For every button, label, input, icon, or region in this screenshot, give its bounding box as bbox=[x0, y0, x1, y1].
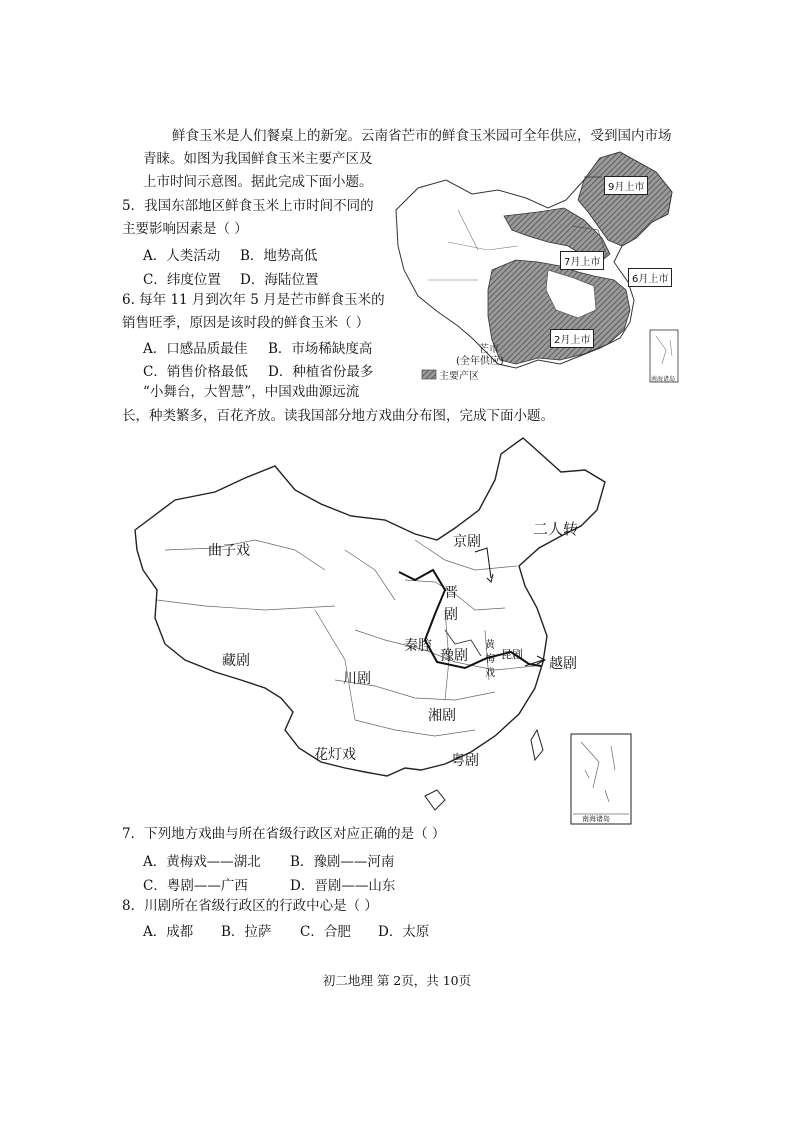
opera-kunju: 昆剧 bbox=[501, 648, 523, 661]
opera-zangju: 藏剧 bbox=[222, 653, 250, 669]
mangshi-label: 芒市 bbox=[479, 344, 499, 355]
intro1-line3: 上市时间示意图。据此完成下面小题。 bbox=[143, 174, 373, 190]
q6-option-c: C．销售价格最低 bbox=[143, 364, 248, 380]
q6-stem-line2: 销售旺季，原因是该时段的鲜食玉米（ ） bbox=[122, 315, 370, 331]
q8-option-c: C．合肥 bbox=[300, 924, 351, 940]
q7-option-a: A．黄梅戏——湖北 bbox=[143, 854, 261, 870]
opera-huangmeixi-1: 黄 bbox=[485, 640, 495, 651]
opera-map bbox=[115, 430, 635, 826]
opera-xiangju: 湘剧 bbox=[428, 708, 456, 724]
corn-map bbox=[388, 150, 680, 386]
q6-option-d: D．种植省份最多 bbox=[268, 364, 374, 380]
legend-label: 主要产区 bbox=[439, 371, 479, 382]
opera-huadengxi: 花灯戏 bbox=[314, 747, 356, 763]
intro2-line1: “小舞台，大智慧”，中国戏曲源远流 bbox=[143, 384, 360, 400]
opera-map-graphic bbox=[115, 430, 635, 826]
q8-option-a: A．成都 bbox=[143, 924, 194, 940]
opera-qinqiang: 秦腔 bbox=[404, 638, 432, 654]
corn-label-jun: 6月上市 bbox=[628, 268, 672, 287]
opera-jinju-2: 剧 bbox=[444, 607, 458, 623]
opera-jingju: 京剧 bbox=[453, 534, 481, 550]
opera-yuju: 豫剧 bbox=[440, 648, 468, 664]
q5-stem-line1: 5．我国东部地区鲜食玉米上市时间不同的 bbox=[122, 198, 374, 214]
legend-swatch bbox=[422, 370, 436, 379]
q8-option-b: B．拉萨 bbox=[221, 924, 272, 940]
q6-stem-line1: 6. 每年 11 月到次年 5 月是芒市鲜食玉米的 bbox=[122, 292, 385, 308]
q5-option-b: B．地势高低 bbox=[240, 248, 318, 264]
q5-option-a: A．人类活动 bbox=[143, 248, 221, 264]
opera-inset-frame bbox=[571, 734, 631, 824]
intro1-line1: 鲜食玉米是人们餐桌上的新宠。云南省芒市的鲜食玉米园可全年供应，受到国内市场 bbox=[172, 128, 672, 144]
opera-yueju-zhejiang: 越剧 bbox=[549, 656, 577, 672]
corn-label-jul: 7月上市 bbox=[560, 251, 604, 270]
opera-huangmeixi-3: 戏 bbox=[485, 668, 495, 679]
q5-stem-line2: 主要影响因素是（ ） bbox=[122, 221, 248, 237]
q8-option-d: D．太原 bbox=[378, 924, 430, 940]
opera-huangmeixi-2: 梅 bbox=[485, 654, 495, 665]
q7-option-c: C．粤剧——广西 bbox=[143, 878, 248, 894]
opera-errenzhuan: 二人转 bbox=[533, 520, 579, 538]
intro2-line2: 长，种类繁多，百花齐放。读我国部分地方戏曲分布图，完成下面小题。 bbox=[122, 408, 554, 424]
mangshi-note: (全年供应) bbox=[456, 356, 504, 367]
opera-quzixi: 曲子戏 bbox=[208, 543, 250, 559]
page-footer: 初二地理 第 2页，共 10页 bbox=[322, 973, 472, 988]
corn-label-feb: 2月上市 bbox=[550, 329, 594, 348]
opera-jinju-1: 晋 bbox=[444, 585, 458, 601]
opera-yueju-guangdong: 粤剧 bbox=[451, 753, 479, 769]
q7-option-d: D．晋剧——山东 bbox=[290, 878, 396, 894]
q6-option-b: B．市场稀缺度高 bbox=[268, 341, 373, 357]
opera-chuanju: 川剧 bbox=[343, 671, 371, 687]
q7-stem: 7．下列地方戏曲与所在省级行政区对应正确的是（ ） bbox=[122, 826, 446, 842]
corn-inset-label: 南海诸岛 bbox=[651, 376, 676, 383]
opera-inset-label: 南海诸岛 bbox=[582, 815, 610, 823]
q5-option-c: C．纬度位置 bbox=[143, 272, 221, 288]
q7-option-b: B．豫剧——河南 bbox=[290, 854, 395, 870]
intro1-line2: 青睐。如图为我国鲜食玉米主要产区及 bbox=[143, 151, 373, 167]
q5-option-d: D．海陆位置 bbox=[240, 272, 319, 288]
q8-stem: 8．川剧所在省级行政区的行政中心是（ ） bbox=[122, 898, 378, 914]
corn-label-sep: 9月上市 bbox=[604, 176, 648, 195]
q6-option-a: A．口感品质最佳 bbox=[143, 341, 248, 357]
